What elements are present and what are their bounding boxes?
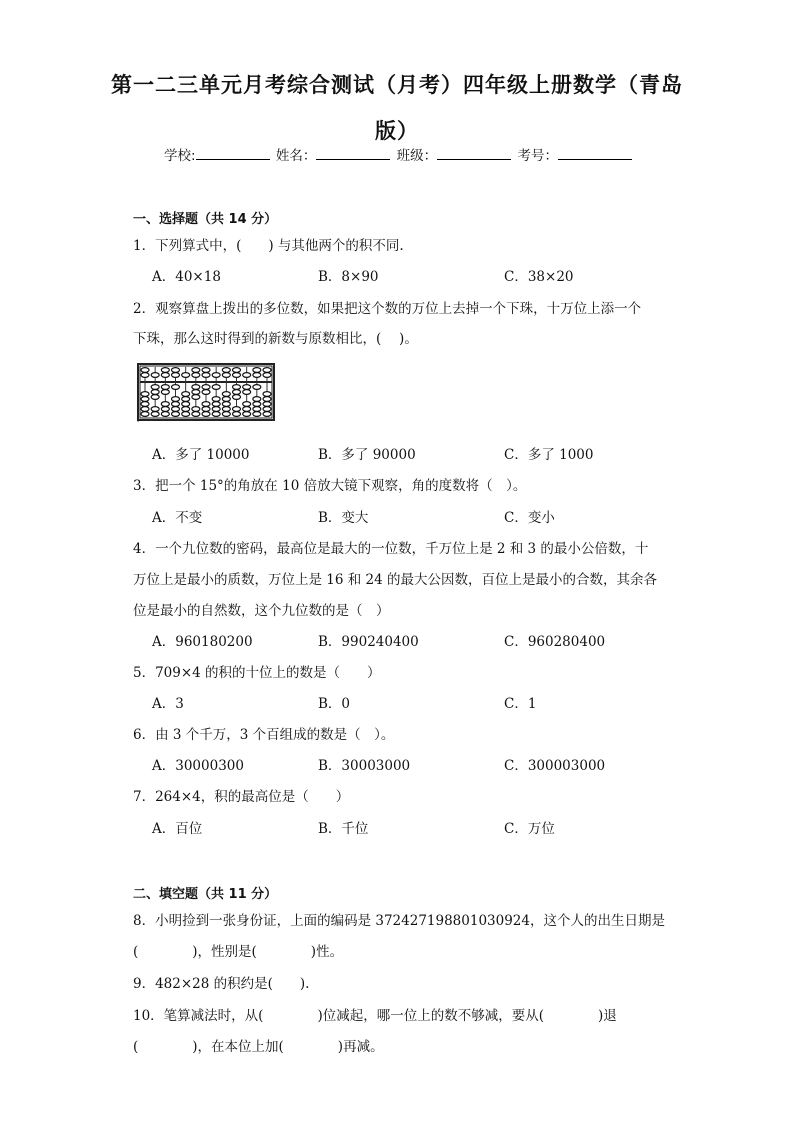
abacus-bead (243, 385, 251, 390)
abacus-bead (192, 412, 200, 417)
abacus-bead (192, 407, 200, 412)
question-6: 6．由 3 个千万，3 个百组成的数是（ ）。 (133, 727, 395, 743)
abacus-bead (253, 402, 261, 407)
abacus-bead (141, 392, 149, 397)
q4-option-b: B．990240400 (318, 634, 419, 650)
section-heading-fill: 二、填空题（共 11 分） (133, 887, 278, 902)
question-4-line-2: 万位上是最小的质数，万位上是 16 和 24 的最大公因数，百位上是最小的合数，其余各 (133, 572, 658, 588)
abacus-bead (263, 412, 271, 417)
question-4-line-1: 4．一个九位数的密码，最高位是最大的一位数，千万位上是 2 和 3 的最小公倍数，十 (133, 541, 649, 557)
abacus-bead (192, 373, 200, 378)
question-8-line-1: 8．小明捡到一张身份证，上面的编码是 372427198801030924，这个人的出生日期是 (133, 913, 665, 929)
abacus-bead (161, 412, 169, 417)
abacus-bead (233, 385, 241, 390)
section-heading-choice: 一、选择题（共 14 分） (133, 212, 278, 227)
question-9: 9．482×28 的积约是( ). (133, 976, 310, 992)
abacus-bead (222, 373, 230, 378)
abacus-bead (212, 373, 220, 378)
q3-option-c: C．变小 (504, 510, 555, 526)
abacus-bead (192, 390, 200, 395)
name-label: 姓名： (275, 148, 317, 164)
abacus-bead (192, 385, 200, 390)
abacus-bead (222, 407, 230, 412)
abacus-bead (202, 373, 210, 378)
q1-option-c: C．38×20 (504, 269, 574, 285)
abacus-bead (182, 392, 190, 397)
abacus-bead (172, 397, 180, 402)
abacus-bead (253, 368, 261, 373)
abacus-bead (182, 397, 190, 402)
abacus-bead (141, 373, 149, 378)
abacus-bead (141, 407, 149, 412)
q4-option-a: A．960180200 (152, 634, 253, 650)
abacus-bead (161, 373, 169, 378)
abacus-bead (202, 390, 210, 395)
q5-option-b: B．0 (318, 696, 351, 712)
abacus-bead (151, 407, 159, 412)
abacus-bead (253, 407, 261, 412)
question-5: 5．709×4 的积的十位上的数是（ ） (133, 665, 381, 681)
abacus-bead (253, 385, 261, 390)
q1-option-b: B．8×90 (318, 269, 379, 285)
abacus-bead (202, 368, 210, 373)
q7-option-b: B．千位 (318, 821, 369, 837)
abacus-bead (151, 385, 159, 390)
abacus-bead (253, 397, 261, 402)
abacus-bead (222, 368, 230, 373)
abacus-bead (263, 392, 271, 397)
abacus-bead (233, 395, 241, 400)
abacus-bead (141, 368, 149, 373)
abacus-bead (243, 390, 251, 395)
abacus-bead (151, 395, 159, 400)
abacus-bead (212, 412, 220, 417)
student-info-row (164, 144, 634, 164)
abacus-bead (202, 412, 210, 417)
abacus-bead (222, 412, 230, 417)
abacus-bead (263, 373, 271, 378)
school-label: 学校: (164, 148, 196, 164)
abacus-bead (263, 402, 271, 407)
question-10-line-1: 10．笔算减法时，从( )位减起，哪一位上的数不够减，要从( )退 (133, 1008, 617, 1024)
q3-option-b: B．变大 (318, 510, 369, 526)
abacus-bead (141, 412, 149, 417)
abacus-bead (182, 373, 190, 378)
q2-option-b: B．多了 90000 (318, 447, 416, 463)
abacus-bead (233, 407, 241, 412)
abacus-bead (151, 373, 159, 378)
abacus-bead (263, 407, 271, 412)
abacus-bead (161, 407, 169, 412)
class-blank[interactable] (437, 145, 511, 160)
abacus-bead (151, 412, 159, 417)
abacus-bead (233, 390, 241, 395)
abacus-bead (212, 407, 220, 412)
q3-option-a: A．不变 (152, 510, 203, 526)
abacus-bead (172, 373, 180, 378)
q5-option-a: A．3 (152, 696, 184, 712)
number-blank[interactable] (558, 145, 632, 160)
abacus-bead (172, 385, 180, 390)
q7-option-c: C．万位 (504, 821, 555, 837)
question-2-line-2: 下珠，那么这时得到的新数与原数相比，( )。 (133, 331, 418, 347)
q5-option-c: C．1 (504, 696, 537, 712)
abacus-bead (222, 402, 230, 407)
abacus-image (137, 363, 275, 421)
abacus-bead (233, 368, 241, 373)
question-10-line-2: ( )，在本位上加( )再减。 (133, 1039, 384, 1055)
abacus-bead (243, 402, 251, 407)
question-3: 3．把一个 15°的角放在 10 倍放大镜下观察，角的度数将（ ）。 (133, 478, 527, 494)
question-1: 1．下列算式中，( ) 与其他两个的积不同. (133, 238, 404, 254)
abacus-bead (161, 368, 169, 373)
q1-option-a: A．40×18 (152, 269, 221, 285)
q6-option-b: B．30003000 (318, 758, 411, 774)
abacus-bead (243, 407, 251, 412)
abacus-bead (243, 373, 251, 378)
question-2-line-1: 2．观察算盘上拨出的多位数，如果把这个数的万位上去掉一个下珠，十万位上添一个 (133, 301, 642, 317)
abacus-bead (141, 397, 149, 402)
name-blank[interactable] (316, 145, 390, 160)
abacus-bead (202, 402, 210, 407)
class-label: 班级： (396, 148, 438, 164)
abacus-caption-mark: - (137, 418, 140, 426)
abacus-bead (253, 373, 261, 378)
abacus-bead (151, 390, 159, 395)
q4-option-c: C．960280400 (504, 634, 606, 650)
abacus-bead (172, 407, 180, 412)
abacus-bead (222, 392, 230, 397)
abacus-bead (212, 397, 220, 402)
abacus-bead (253, 412, 261, 417)
question-8-line-2: ( )，性别是( )性。 (133, 944, 344, 960)
abacus-bead (233, 412, 241, 417)
question-7: 7．264×4，积的最高位是（ ） (133, 789, 350, 805)
abacus-bead (212, 402, 220, 407)
abacus-bead (243, 412, 251, 417)
q2-option-a: A．多了 10000 (152, 447, 250, 463)
abacus-bead (172, 412, 180, 417)
question-4-line-3: 位是最小的自然数，这个九位数的是（ ） (133, 603, 390, 619)
q6-option-c: C．300003000 (504, 758, 606, 774)
abacus-bead (182, 407, 190, 412)
q7-option-a: A．百位 (152, 821, 203, 837)
abacus-bead (141, 402, 149, 407)
abacus-bead (161, 390, 169, 395)
abacus-bead (182, 402, 190, 407)
abacus-bead (161, 402, 169, 407)
abacus-bead (233, 373, 241, 378)
q6-option-a: A．30000300 (152, 758, 244, 774)
abacus-bead (161, 385, 169, 390)
abacus-bead (263, 397, 271, 402)
number-label: 考号： (517, 148, 558, 164)
abacus-bead (192, 395, 200, 400)
abacus-bead (212, 385, 220, 390)
abacus-bead (182, 412, 190, 417)
abacus-bead (172, 402, 180, 407)
school-blank[interactable] (196, 145, 270, 160)
q2-option-c: C．多了 1000 (504, 447, 594, 463)
abacus-bead (222, 397, 230, 402)
page-title: 第一二三单元月考综合测试（月考）四年级上册数学（青岛版） (111, 73, 683, 143)
abacus-bead (263, 368, 271, 373)
abacus-bead (202, 385, 210, 390)
abacus-bead (192, 368, 200, 373)
abacus-bead (172, 368, 180, 373)
abacus-bead (202, 407, 210, 412)
